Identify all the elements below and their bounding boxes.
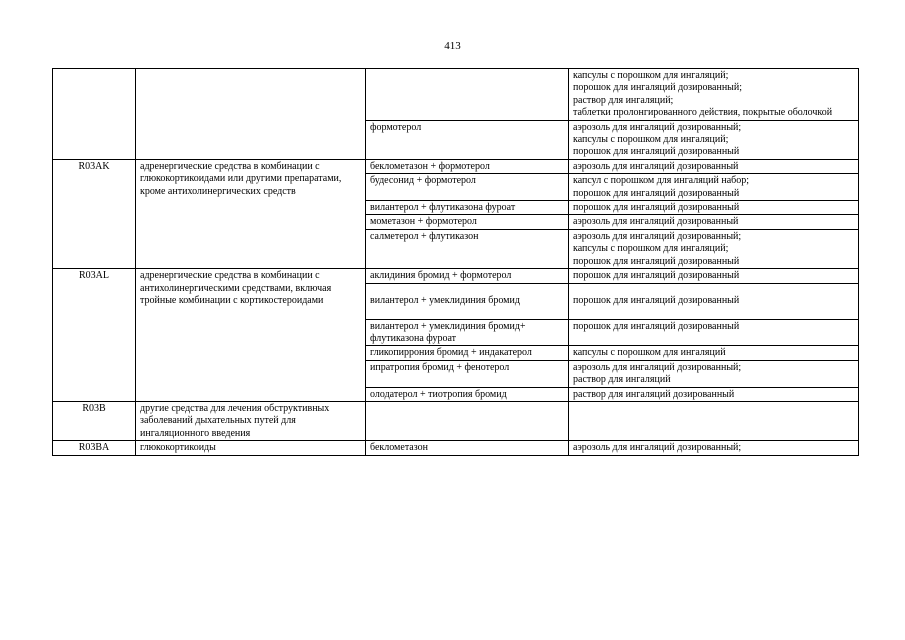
substance-cell: формотерол [366, 120, 569, 159]
dosage-form-cell: капсул с порошком для ингаляций набор; порошок для ингаляций дозированный [569, 174, 859, 201]
group-description-cell: адренергические средства в комбинации с антихолинергическими средствами, включая тройные комбинации с кортикостероидами [136, 269, 366, 402]
page-number: 413 [444, 40, 461, 52]
dosage-form-cell: порошок для ингаляций дозированный [569, 201, 859, 215]
substance-cell [366, 401, 569, 440]
dosage-form-cell: порошок для ингаляций дозированный [569, 283, 859, 319]
substance-cell: беклометазон [366, 441, 569, 455]
substance-cell: беклометазон + формотерол [366, 159, 569, 173]
dosage-form-cell: аэрозоль для ингаляций дозированный; капсулы с порошком для ингаляций; порошок для ингаляций дозированный [569, 229, 859, 268]
dosage-form-cell: капсулы с порошком для ингаляций; порошок для ингаляций дозированный; раствор для ингаляций; таблетки пролонгированного действия, покрытые оболочкой [569, 69, 859, 121]
table-row [53, 159, 859, 173]
substance-cell: вилантерол + умеклидиния бромид [366, 283, 569, 319]
substance-cell: аклидиния бромид + формотерол [366, 269, 569, 283]
group-description-cell: другие средства для лечения обструктивных заболеваний дыхательных путей для ингаляционного введения [136, 401, 366, 440]
table-row [53, 269, 859, 283]
table-row [53, 441, 859, 455]
dosage-form-cell: аэрозоль для ингаляций дозированный; раствор для ингаляций [569, 360, 859, 387]
atc-code-cell: R03AK [53, 159, 136, 268]
atc-code-cell [53, 69, 136, 160]
substance-cell: гликопиррония бромид + индакатерол [366, 346, 569, 360]
substance-cell: вилантерол + умеклидиния бромид+ флутиказона фуроат [366, 319, 569, 346]
atc-code-cell: R03BA [53, 441, 136, 455]
dosage-form-cell: аэрозоль для ингаляций дозированный; капсулы с порошком для ингаляций; порошок для ингаляций дозированный [569, 120, 859, 159]
substance-cell: салметерол + флутиказон [366, 229, 569, 268]
dosage-form-cell [569, 401, 859, 440]
drug-table [52, 68, 859, 456]
dosage-form-cell: порошок для ингаляций дозированный [569, 269, 859, 283]
group-description-cell [136, 69, 366, 160]
substance-cell: вилантерол + флутиказона фуроат [366, 201, 569, 215]
substance-cell: мометазон + формотерол [366, 215, 569, 229]
group-description-cell: глюкокортикоиды [136, 441, 366, 455]
dosage-form-cell: аэрозоль для ингаляций дозированный [569, 215, 859, 229]
substance-cell: олодатерол + тиотропия бромид [366, 387, 569, 401]
substance-cell: будесонид + формотерол [366, 174, 569, 201]
substance-cell: ипратропия бромид + фенотерол [366, 360, 569, 387]
atc-code-cell: R03B [53, 401, 136, 440]
table-row [53, 401, 859, 440]
dosage-form-cell: аэрозоль для ингаляций дозированный [569, 159, 859, 173]
group-description-cell: адренергические средства в комбинации с глюкокортикоидами или другими препаратами, кроме антихолинергических средств [136, 159, 366, 268]
dosage-form-cell: аэрозоль для ингаляций дозированный; [569, 441, 859, 455]
atc-code-cell: R03AL [53, 269, 136, 402]
dosage-form-cell: порошок для ингаляций дозированный [569, 319, 859, 346]
dosage-form-cell: раствор для ингаляций дозированный [569, 387, 859, 401]
table-row [53, 69, 859, 121]
dosage-form-cell: капсулы с порошком для ингаляций [569, 346, 859, 360]
substance-cell [366, 69, 569, 121]
